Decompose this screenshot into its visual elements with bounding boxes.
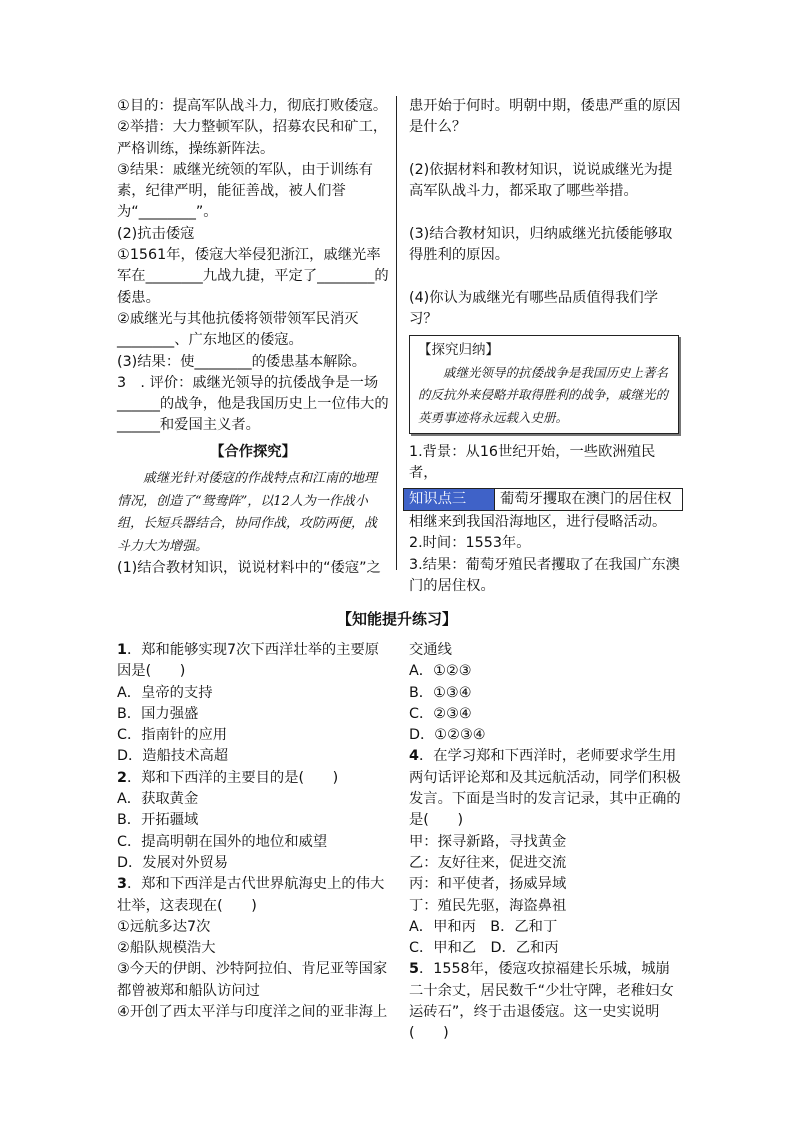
text-line: ①目的：提高军队战斗力，彻底打败倭寇。 — [117, 98, 388, 114]
text-line: (3)结果：使________的倭患基本解除。 — [117, 353, 367, 370]
list-item: 丙：和平使者，扬威异域 — [409, 876, 567, 893]
list-item: 5．1558年，倭寇攻掠福建长乐城，城崩二十余丈，居民数千“少壮守陴，老稚妇女运砖石”，终于击退倭寇。这一史实说明( ) — [409, 961, 674, 1042]
text-line: ③结果：戚继光统领的军队，由于训练有素，纪律严明，能征善战，被人们誉为“________”。 — [117, 161, 373, 221]
text-line: ②举措：大力整顿军队，招募农民和矿工，严格训练，操练新阵法。 — [117, 119, 388, 157]
cooperation-heading: 【合作探究】 — [210, 443, 296, 460]
list-item: 4．在学习郑和下西洋时，老师要求学生用两句话评论郑和及其远航活动，同学们积极发言。下面是当时的发言记录，其中正确的是( ) — [409, 748, 681, 829]
subheading: (2)抗击倭寇 — [117, 225, 195, 242]
list-item: ④开创了西太平洋与印度洋之间的亚非海上 — [117, 1004, 388, 1021]
list-item: 乙：友好往来，促进交流 — [409, 854, 567, 871]
list-item: D．发展对外贸易 — [117, 854, 229, 871]
text-line: 3.结果：葡萄牙殖民者攫取了在我国广东澳门的居住权。 — [409, 556, 680, 594]
knowledge-point-title: 葡萄牙攫取在澳门的居住权 — [500, 490, 672, 507]
list-item: ②船队规模浩大 — [117, 940, 216, 957]
summary-body: 戚继光领导的抗倭战争是我国历史上著名的反抗外来侵略并取得胜利的战争，戚继光的英勇事迹将永远载入史册。 — [418, 364, 669, 425]
right-column-top — [409, 96, 681, 597]
text-line: 1.背景：从16世纪开始，一些欧洲殖民者， — [409, 444, 656, 482]
text-line: ①1561年，倭寇大举侵犯浙江，戚继光率军在________九战九捷，平定了________的倭患。 — [117, 247, 389, 306]
list-item: 1．郑和能够实现7次下西洋壮举的主要原因是( ) — [117, 642, 380, 680]
list-item: C．甲和乙 D．乙和丙 — [409, 940, 559, 957]
list-item: A．甲和丙 B．乙和丁 — [409, 918, 558, 935]
text-line: 患开始于何时。明朝中期，倭患严重的原因是什么？ — [409, 98, 681, 136]
list-item: 交通线 — [409, 642, 452, 658]
text-line: 相继来到我国沿海地区，进行侵略活动。 — [409, 513, 667, 530]
list-item: D．①②③④ — [409, 727, 486, 744]
blank-line — [409, 266, 681, 287]
list-item: B．国力强盛 — [117, 705, 199, 722]
list-item: A．获取黄金 — [117, 791, 199, 808]
left-column-practice — [117, 640, 389, 1023]
list-item: 2．郑和下西洋的主要目的是( ) — [117, 769, 339, 786]
list-item: B．开拓疆域 — [117, 812, 199, 829]
summary-title: 【探究归纳】 — [418, 342, 499, 359]
list-item: 丁：殖民先驱，海盗鼻祖 — [409, 897, 567, 914]
knowledge-point-header — [403, 488, 683, 511]
question-4: (4)你认为戚继光有哪些品质值得我们学习？ — [409, 289, 658, 327]
text-line: 3 . 评价：戚继光领导的抗倭战争是一场______的战争，他是我国历史上一位伟大的______和爱国主义者。 — [117, 374, 389, 434]
blank-line — [409, 139, 681, 160]
question-1: (1)结合教材知识，说说材料中的“倭寇”之 — [117, 560, 381, 577]
cooperation-material: 戚继光针对倭寇的作战特点和江南的地理情况，创造了“鸳鸯阵”，以12人为一作战小组，长短兵器结合，协同作战，攻防两便，战斗力大为增强。 — [117, 471, 378, 554]
list-item: ③今天的伊朗、沙特阿拉伯、肯尼亚等国家都曾被郑和船队访问过 — [117, 961, 388, 999]
summary-box — [409, 335, 679, 434]
blank-line — [409, 202, 681, 223]
list-item: C．提高明朝在国外的地位和威望 — [117, 833, 328, 850]
list-item: B．①③④ — [409, 684, 472, 701]
list-item: C．②③④ — [409, 705, 472, 722]
list-item: A．①②③ — [409, 663, 472, 680]
list-item: C．指南针的应用 — [117, 727, 228, 744]
list-item: ①远航多达7次 — [117, 918, 211, 935]
list-item: 甲：探寻新路，寻找黄金 — [409, 833, 567, 850]
question-2: (2)依据材料和教材知识，说说戚继光为提高军队战斗力，都采取了哪些举措。 — [409, 161, 673, 200]
text-line: ②戚继光与其他抗倭将领带领军民消灭________、广东地区的倭寇。 — [117, 310, 359, 349]
column-divider — [396, 96, 397, 570]
list-item: A．皇帝的支持 — [117, 684, 213, 701]
right-column-practice — [409, 640, 681, 1045]
practice-heading: 【知能提升练习】 — [336, 610, 457, 628]
list-item: 3．郑和下西洋是古代世界航海史上的伟大壮举，这表现在( ) — [117, 876, 385, 914]
text-line: 2.时间：1553年。 — [409, 535, 531, 552]
knowledge-point-tag: 知识点三 — [404, 489, 495, 510]
list-item: D．造船技术高超 — [117, 748, 229, 765]
question-3: (3)结合教材知识，归纳戚继光抗倭能够取得胜利的原因。 — [409, 225, 673, 264]
left-column-top — [117, 96, 389, 579]
